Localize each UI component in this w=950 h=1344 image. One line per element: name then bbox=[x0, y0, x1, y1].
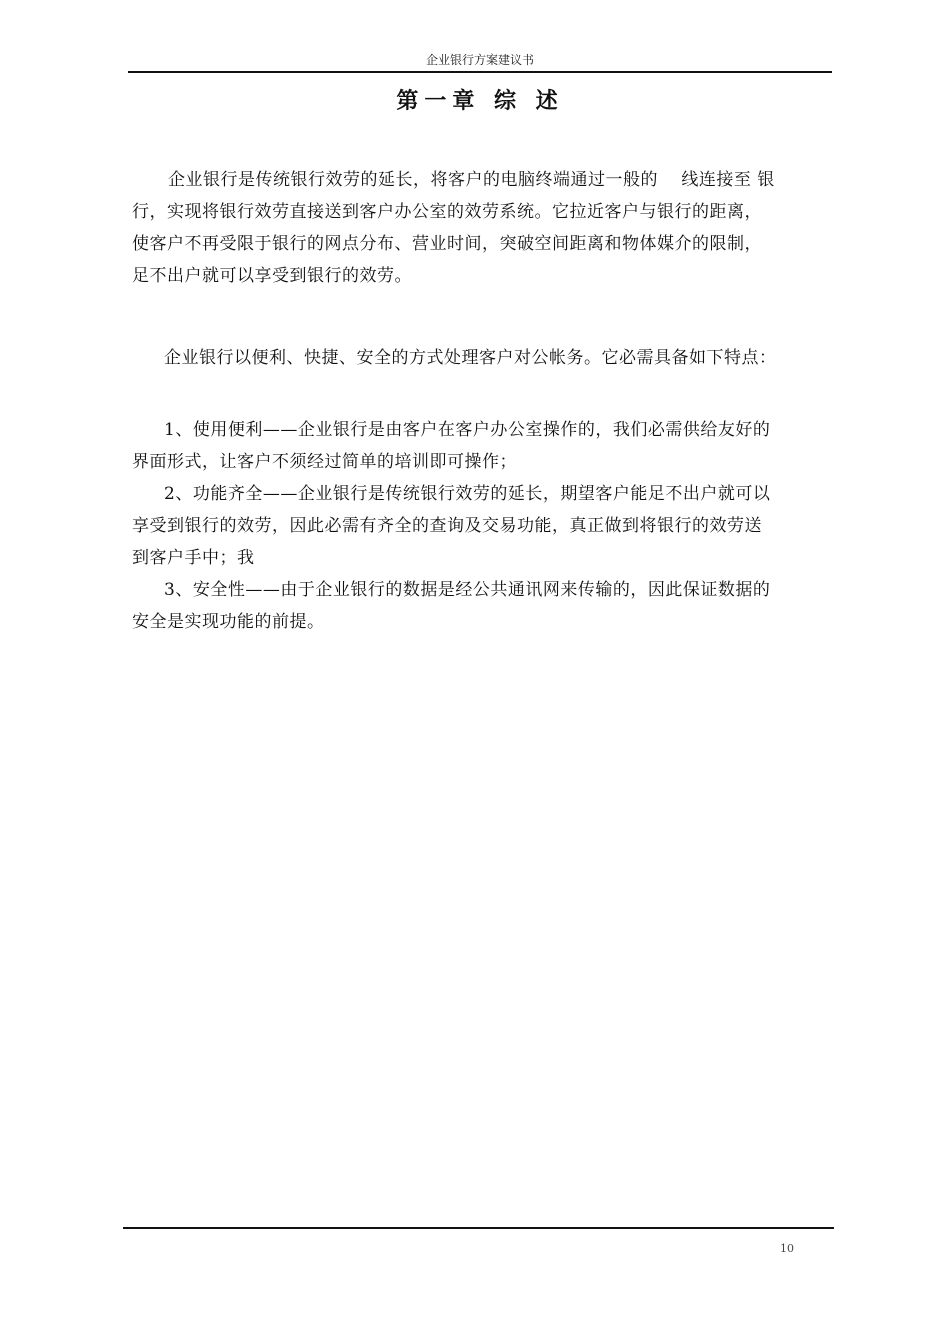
feature-item-2 bbox=[132, 478, 836, 574]
feature-item-3-line-2: 安全是实现功能的前提。 bbox=[132, 612, 325, 632]
intro-line-3: 使客户不再受限于银行的网点分布、营业时间，突破空间距离和物体媒介的限制， bbox=[132, 234, 762, 254]
feature-item-2-line-1: 2、功能齐全——企业银行是传统银行效劳的延长，期望客户能足不出户就可以 bbox=[164, 484, 771, 504]
feature-item-3-line-1: 3、安全性——由于企业银行的数据是经公共通讯网来传输的，因此保证数据的 bbox=[164, 580, 771, 600]
intro-line-2: 行，实现将银行效劳直接送到客户办公室的效劳系统。它拉近客户与银行的距离， bbox=[132, 202, 762, 222]
document-title: 企业银行方案建议书 bbox=[425, 53, 534, 67]
feature-item-2-line-3: 到客户手中；我 bbox=[132, 548, 255, 568]
page-header bbox=[128, 53, 832, 73]
chapter-title: 第一章 综 述 bbox=[396, 88, 564, 114]
feature-item-3 bbox=[132, 574, 836, 638]
page-number: 10 bbox=[780, 1242, 794, 1255]
feature-item-1-line-1: 1、使用便利——企业银行是由客户在客户办公室操作的，我们必需供给友好的 bbox=[164, 420, 771, 440]
features-intro-paragraph bbox=[132, 342, 836, 374]
features-intro-line: 企业银行以便利、快捷、安全的方式处理客户对公帐务。它必需具备如下特点： bbox=[164, 348, 777, 368]
feature-item-1-line-2: 界面形式，让客户不须经过简单的培训即可操作； bbox=[132, 452, 517, 472]
footer-rule bbox=[123, 1227, 834, 1229]
feature-list bbox=[132, 414, 836, 638]
intro-line-4: 足不出户就可以享受到银行的效劳。 bbox=[132, 266, 412, 286]
intro-paragraph bbox=[132, 164, 836, 292]
feature-item-1 bbox=[132, 414, 836, 478]
intro-line-1: 企业银行是传统银行效劳的延长，将客户的电脑终端通过一般的 线连接至 银 bbox=[168, 170, 775, 190]
feature-item-2-line-2: 享受到银行的效劳，因此必需有齐全的查询及交易功能，真正做到将银行的效劳送 bbox=[132, 516, 762, 536]
